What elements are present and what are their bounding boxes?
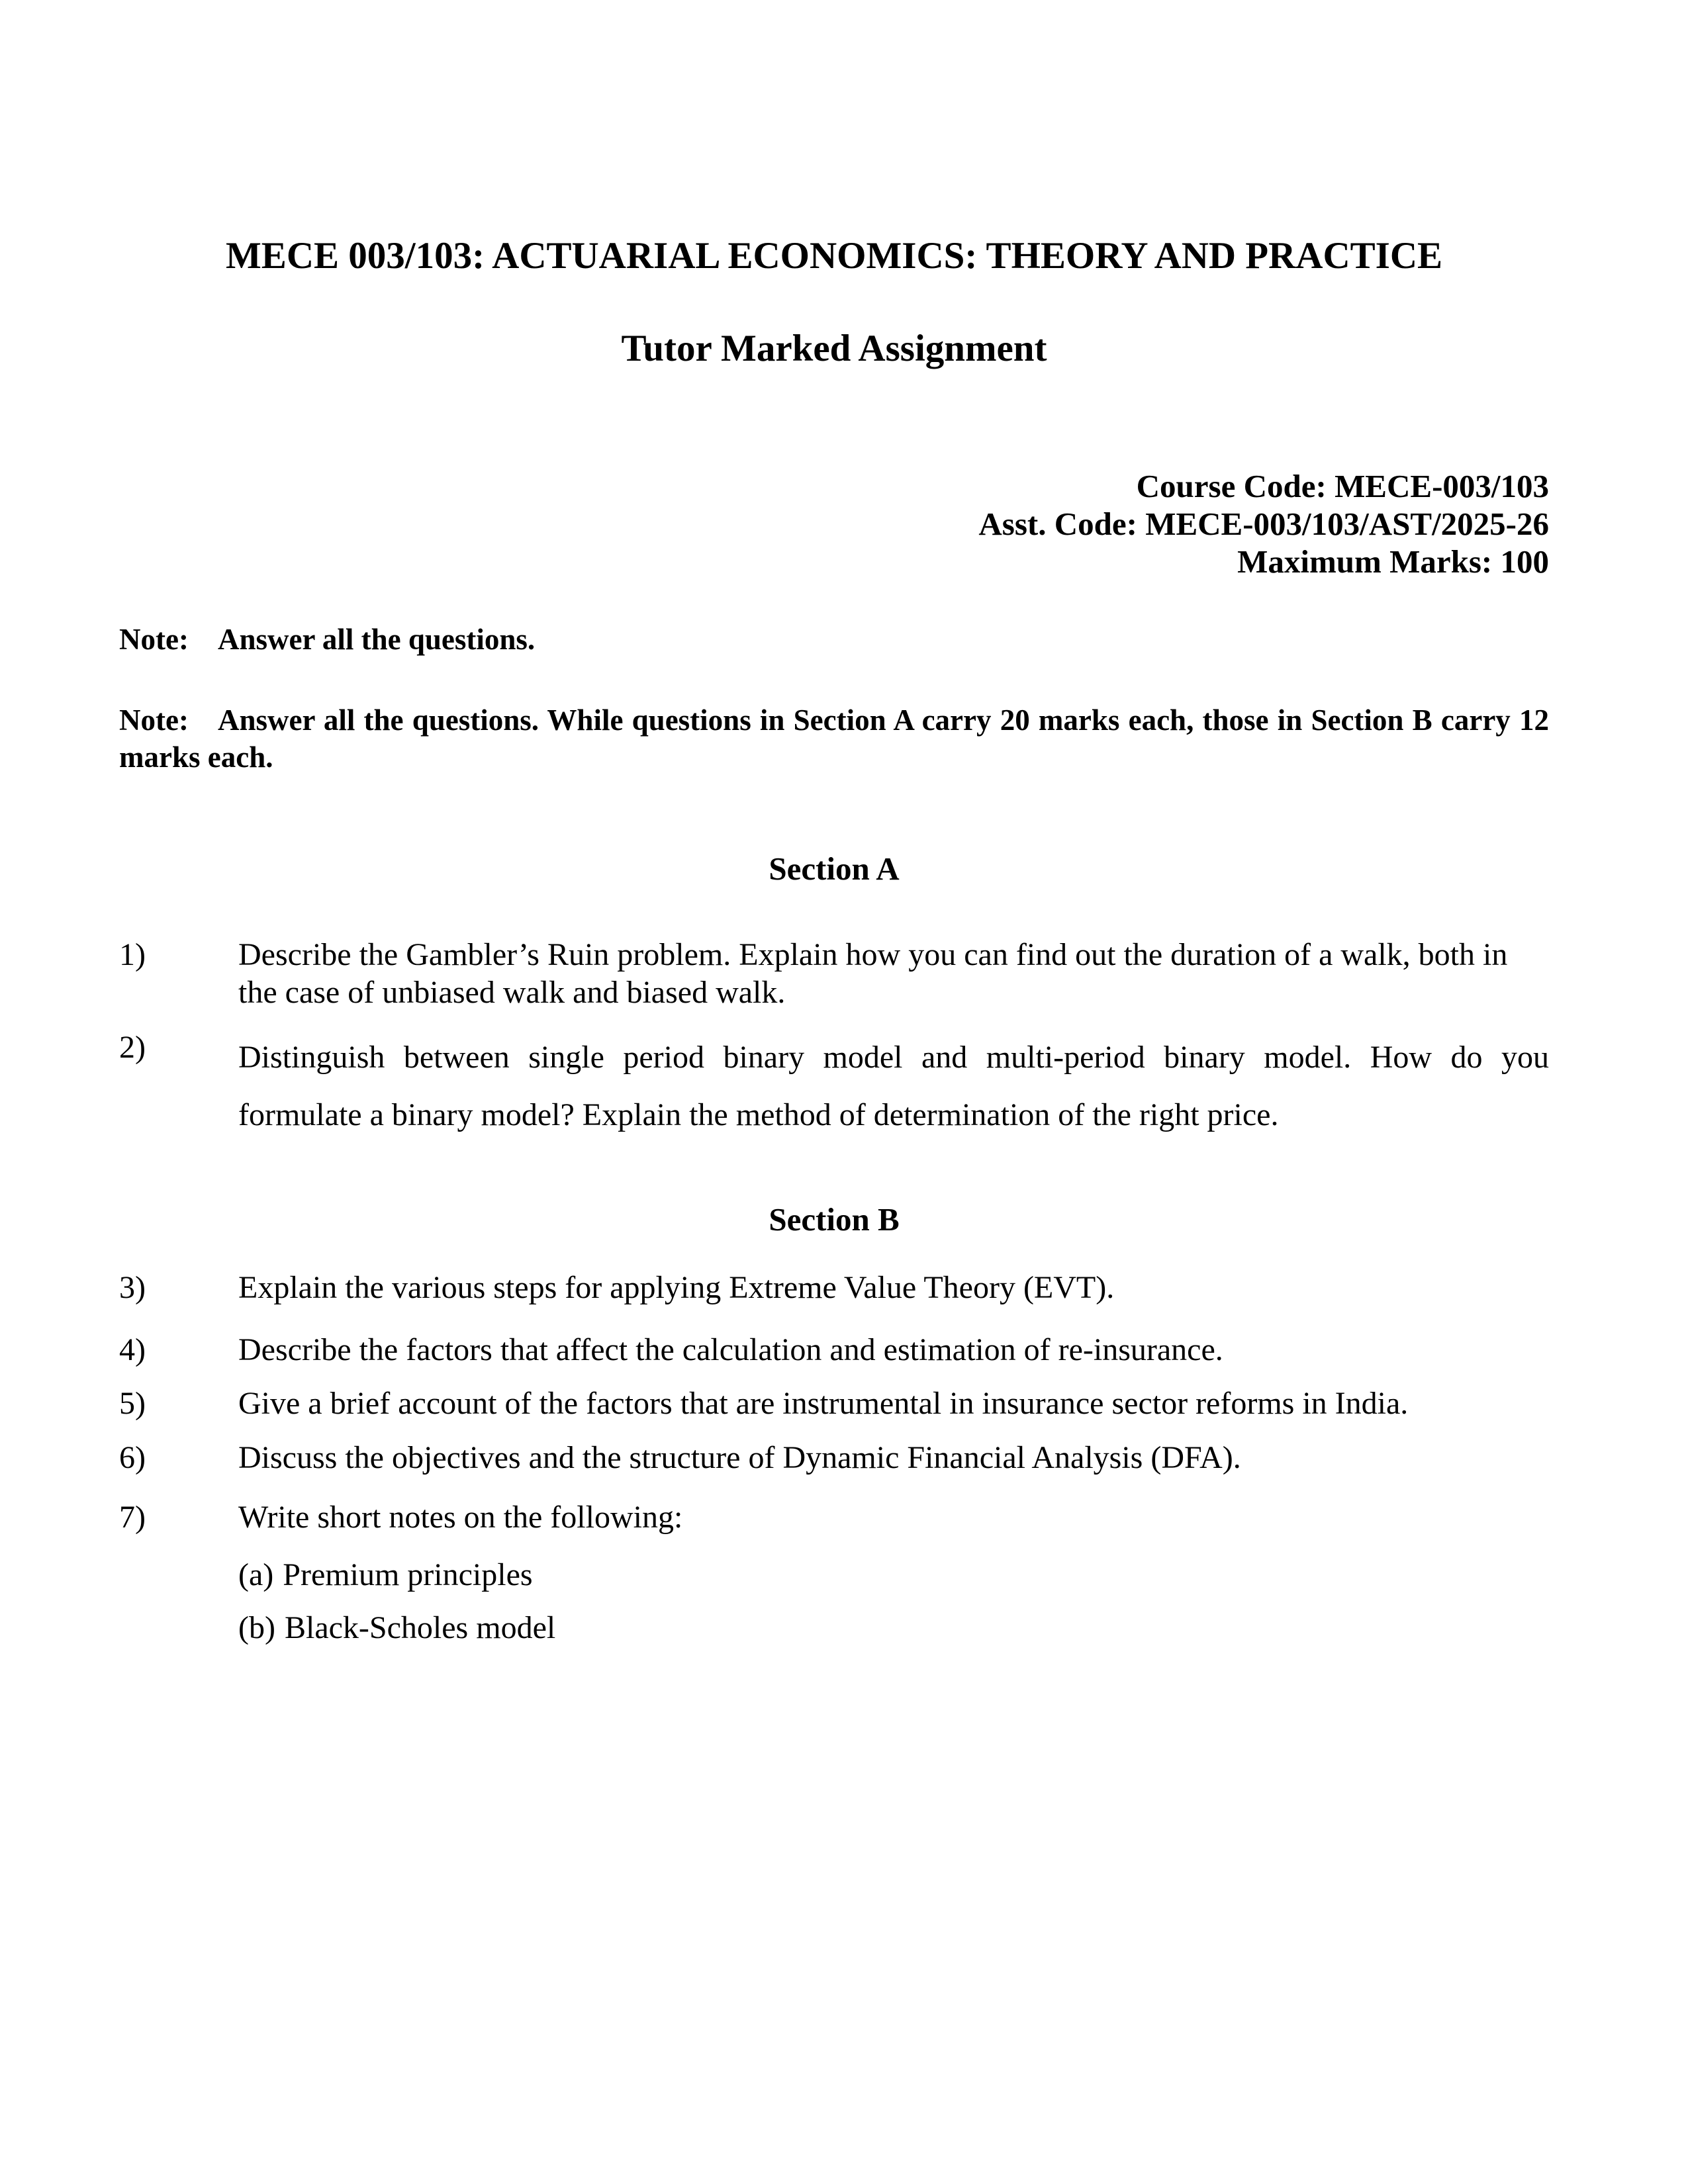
subitem-text: Premium principles [283,1557,533,1592]
question-text: Discuss the objectives and the structure of Dynamic Financial Analysis (DFA). [238,1440,1241,1475]
question-number: 2) [119,1030,146,1065]
document-meta-block [119,467,1549,580]
subitem-row [238,1556,1549,1594]
section-b-heading: Section B [769,1201,900,1238]
question-text: Describe the factors that affect the calculation and estimation of re-insurance. [238,1332,1223,1367]
page-title: MECE 003/103: ACTUARIAL ECONOMICS: THEORY AND PRACTICE [226,235,1442,277]
question-text: Write short notes on the following: [238,1500,683,1535]
assignment-code-line: Asst. Code: MECE-003/103/AST/2025-26 [978,506,1549,542]
question-text: Explain the various steps for applying Extreme Value Theory (EVT). [238,1270,1115,1305]
section-a-heading: Section A [769,850,900,887]
note-label: Note: [119,704,189,737]
question-text: Give a brief account of the factors that are instrumental in insurance sector reforms in India. [238,1386,1409,1421]
question-row [119,1028,1549,1144]
note-detailed [119,702,1549,776]
question-row [119,1269,1549,1306]
question-row [119,1331,1549,1369]
question-number: 4) [119,1332,146,1367]
question-number: 5) [119,1386,146,1421]
question-text: Describe the Gambler’s Ruin problem. Explain how you can find out the duration of a walk, both in the case of unbiased walk and biased walk. [238,937,1508,1010]
question-row [119,1498,1549,1536]
question-row [119,1439,1549,1477]
question-number: 7) [119,1500,146,1535]
question-number: 6) [119,1440,146,1475]
note-short [119,621,1549,658]
note-text: Answer all the questions. While questions in Section A carry 20 marks each, those in Section B carry 12 marks each. [119,704,1549,774]
question-row [119,1385,1549,1422]
question-text: Distinguish between single period binary model and multi-period binary model. How do you formulate a binary model? Explain the method of determination of the right price. [238,1040,1549,1132]
subitem-label: (a) [238,1557,274,1592]
course-code-line: Course Code: MECE-003/103 [1136,468,1549,504]
subitem-text: Black-Scholes model [284,1610,556,1645]
question-number: 1) [119,937,146,972]
question-row [119,936,1549,1011]
note-label: Note: [119,623,189,656]
subitem-label: (b) [238,1610,275,1645]
note-text: Answer all the questions. [217,623,536,656]
document-subtitle: Tutor Marked Assignment [621,328,1047,369]
question-number: 3) [119,1270,146,1305]
subitem-row [238,1609,1549,1647]
maximum-marks-line: Maximum Marks: 100 [1237,543,1549,580]
